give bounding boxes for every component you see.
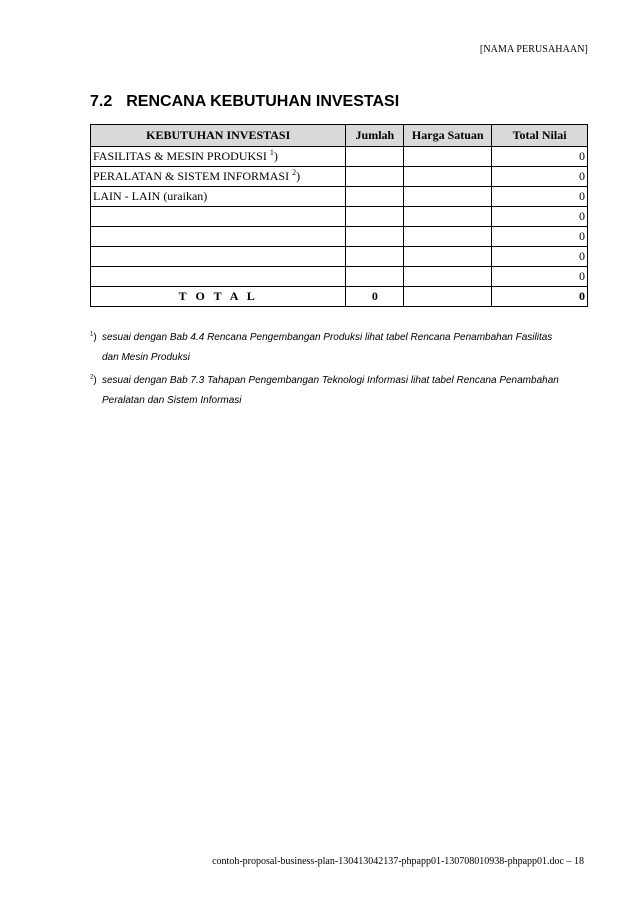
footnotes — [90, 328, 570, 414]
footnote-1 — [90, 328, 570, 368]
total-cell: 0 — [492, 207, 588, 227]
page-number: 18 — [574, 856, 584, 867]
table-row — [91, 227, 588, 247]
harga-cell — [404, 207, 492, 227]
jumlah-cell — [346, 267, 404, 287]
total-cell: 0 — [492, 167, 588, 187]
item-cell — [91, 207, 346, 227]
jumlah-cell — [346, 207, 404, 227]
page-footer — [212, 856, 584, 867]
harga-cell — [404, 227, 492, 247]
harga-cell — [404, 267, 492, 287]
total-row — [91, 287, 588, 307]
table-row — [91, 187, 588, 207]
table-row — [91, 247, 588, 267]
table-row — [91, 207, 588, 227]
item-cell: LAIN - LAIN (uraikan) — [91, 187, 346, 207]
footnote-mark: $^1$) — [90, 331, 97, 343]
table-header-row — [91, 125, 588, 147]
company-name-header: [NAMA PERUSAHAAN] — [479, 44, 588, 55]
item-cell — [91, 247, 346, 267]
item-cell: PERALATAN & SISTEM INFORMASI $^2$) — [91, 167, 346, 187]
footnote-mark: $^2$) — [90, 374, 97, 386]
total-nilai: 0 — [492, 287, 588, 307]
harga-cell — [404, 167, 492, 187]
total-cell: 0 — [492, 147, 588, 167]
investment-table — [90, 124, 588, 307]
footnote-text: sesuai dengan Bab 4.4 Rencana Pengembangan Produksi lihat tabel Rencana Penambahan Fasilitas dan Mesin Produksi — [102, 332, 553, 363]
total-jumlah: 0 — [346, 287, 404, 307]
section-number: 7.2 — [90, 93, 113, 110]
footer-separator: – — [564, 856, 574, 867]
section-title — [90, 93, 399, 111]
item-cell — [91, 267, 346, 287]
section-title-text: RENCANA KEBUTUHAN INVESTASI — [126, 93, 400, 110]
total-cell: 0 — [492, 267, 588, 287]
total-label: T O T A L — [91, 287, 346, 307]
jumlah-cell — [346, 167, 404, 187]
item-cell: FASILITAS & MESIN PRODUKSI $^1$) — [91, 147, 346, 167]
table-row — [91, 147, 588, 167]
total-cell: 0 — [492, 187, 588, 207]
harga-cell — [404, 147, 492, 167]
harga-cell — [404, 247, 492, 267]
footnote-text: sesuai dengan Bab 7.3 Tahapan Pengembangan Teknologi Informasi lihat tabel Rencana Penambahan Peralatan dan Sistem Informasi — [102, 375, 559, 406]
footer-filename: contoh-proposal-business-plan-130413042137-phpapp01-130708010938-phpapp01.doc — [212, 856, 564, 867]
total-harga — [404, 287, 492, 307]
header-harga-satuan: Harga Satuan — [404, 125, 492, 147]
table-row — [91, 167, 588, 187]
total-cell: 0 — [492, 247, 588, 267]
jumlah-cell — [346, 187, 404, 207]
jumlah-cell — [346, 247, 404, 267]
item-cell — [91, 227, 346, 247]
harga-cell — [404, 187, 492, 207]
table-row — [91, 267, 588, 287]
total-cell: 0 — [492, 227, 588, 247]
header-total-nilai: Total Nilai — [492, 125, 588, 147]
header-jumlah: Jumlah — [346, 125, 404, 147]
footnote-2 — [90, 371, 570, 411]
header-kebutuhan: KEBUTUHAN INVESTASI — [91, 125, 346, 147]
jumlah-cell — [346, 147, 404, 167]
jumlah-cell — [346, 227, 404, 247]
